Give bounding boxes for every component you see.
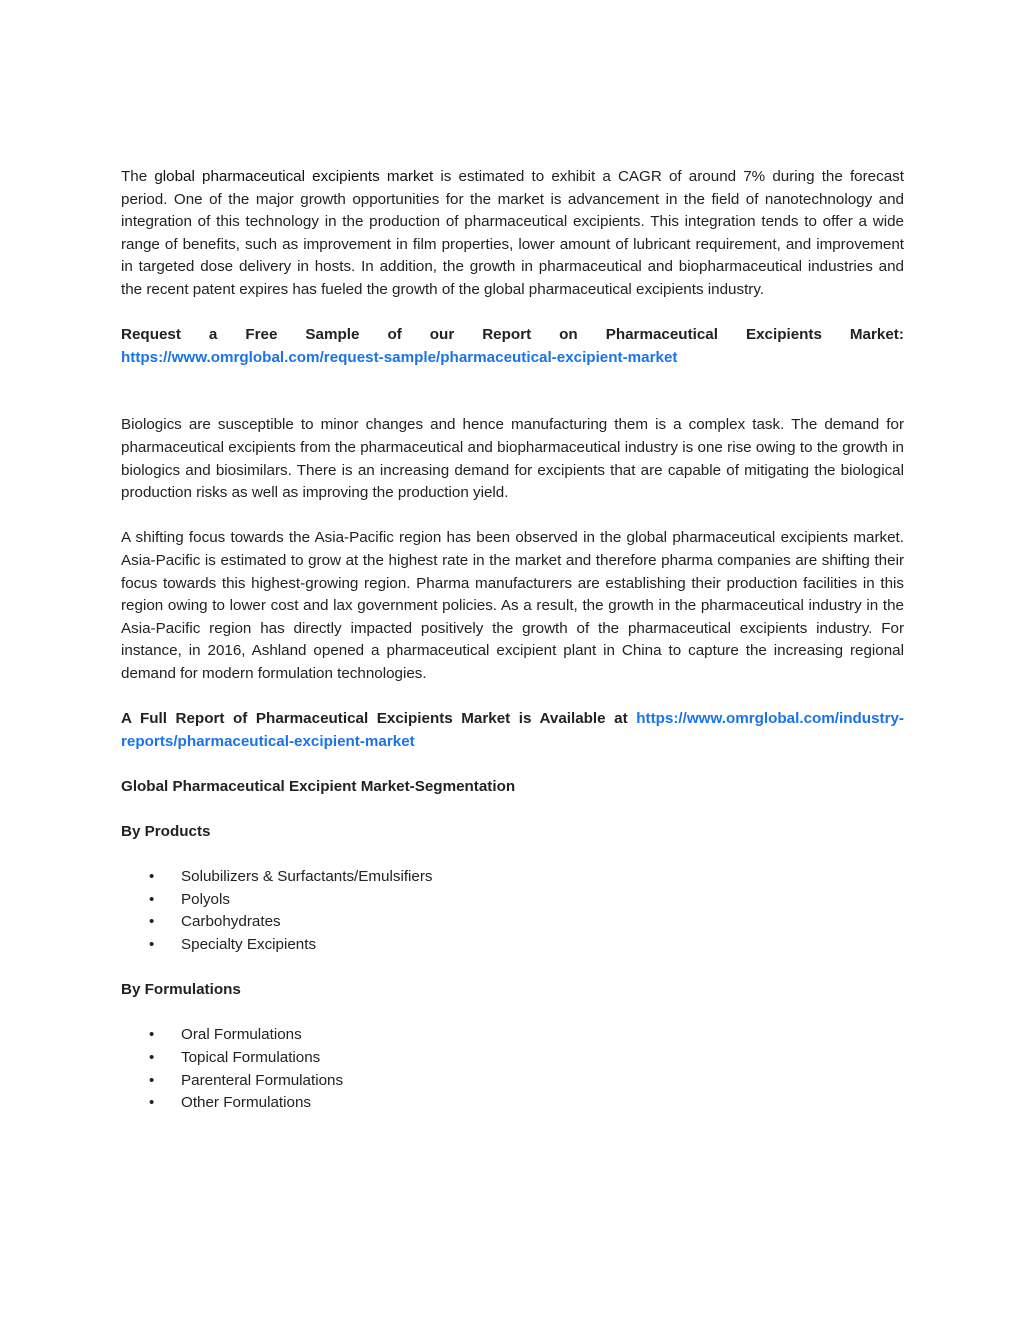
sample-request-word: Request bbox=[121, 326, 181, 344]
intro-paragraph bbox=[121, 166, 904, 302]
products-list bbox=[121, 866, 904, 956]
list-item: • Topical Formulations bbox=[121, 1047, 904, 1070]
sample-request-word: our bbox=[429, 326, 455, 344]
sample-request bbox=[121, 324, 904, 369]
sample-request-word: Market: bbox=[849, 326, 904, 344]
sample-request-word: Free bbox=[245, 326, 278, 344]
list-item: • Solubilizers & Surfactants/Emulsifiers bbox=[121, 866, 904, 889]
by-formulations-title: By Formulations bbox=[121, 981, 241, 999]
formulations-list bbox=[121, 1024, 904, 1114]
sample-request-word: Excipients bbox=[745, 326, 822, 344]
full-report-paragraph bbox=[121, 708, 904, 753]
biologics-paragraph: Biologics are susceptible to minor changes and hence manufacturing them is a complex task. The demand for pharmaceutical excipients from the pharmaceutical and biopharmaceutical industry is one rise owing to the growth in biologics and biosimilars. There is an increasing demand for excipients that are capable of mitigating the biological production risks as well as improving the production yield. bbox=[121, 416, 904, 502]
segmentation-title: Global Pharmaceutical Excipient Market-Segmentation bbox=[121, 777, 516, 795]
full-report-label: A Full Report of Pharmaceutical Excipients Market is Available at bbox=[121, 710, 628, 728]
list-item: • Oral Formulations bbox=[121, 1024, 904, 1047]
list-item: • Other Formulations bbox=[121, 1092, 904, 1115]
intro-lead: The bbox=[121, 168, 148, 185]
list-item: • Carbohydrates bbox=[121, 911, 904, 934]
sample-request-word: Pharmaceutical bbox=[605, 326, 718, 344]
document-page bbox=[121, 166, 904, 1115]
sample-request-word: Sample bbox=[305, 326, 360, 344]
sample-request-label bbox=[121, 324, 904, 347]
sample-request-link[interactable]: https://www.omrglobal.com/request-sample/pharmaceutical-excipient-market bbox=[121, 348, 678, 366]
by-products-title: By Products bbox=[121, 823, 211, 841]
list-item: • Specialty Excipients bbox=[121, 934, 904, 957]
sample-request-word: a bbox=[208, 326, 218, 344]
intro-rest: is estimated to exhibit a CAGR of around 7% during the forecast period. One of the major growth opportunities for the market is advancement in the field of nanotechnology and integration of this technology in the production of pharmaceutical excipients. This integration tends to offer a wide range of benefits, such as improvement in film properties, lower amount of lubricant requirement, and improvement in targeted dose delivery in hosts. In addition, the growth in pharmaceutical and biopharmaceutical industries and the recent patent expires has fueled the growth of the global pharmaceutical excipients industry. bbox=[121, 168, 904, 298]
sample-request-word: on bbox=[559, 326, 578, 344]
intro-highlight: global pharmaceutical excipients market bbox=[154, 168, 434, 185]
asia-pacific-paragraph: A shifting focus towards the Asia-Pacific region has been observed in the global pharmaceutical excipients market. Asia-Pacific is estimated to grow at the highest rate in the market and therefore pharma companies are shifting their focus towards this highest-growing region. Pharma manufacturers are establishing their production facilities in this region owing to lower cost and lax government policies. As a result, the growth in the pharmaceutical industry in the Asia-Pacific region has directly impacted positively the growth of the pharmaceutical excipients industry. For instance, in 2016, Ashland opened a pharmaceutical excipient plant in China to capture the increasing regional demand for modern formulation technologies. bbox=[121, 529, 904, 682]
list-item: • Parenteral Formulations bbox=[121, 1070, 904, 1093]
list-item: • Polyols bbox=[121, 889, 904, 912]
sample-request-word: of bbox=[387, 326, 402, 344]
sample-request-word: Report bbox=[482, 326, 532, 344]
full-report-link[interactable]: https://www.omrglobal.com/industry-reports/pharmaceutical-excipient-market bbox=[121, 710, 904, 750]
